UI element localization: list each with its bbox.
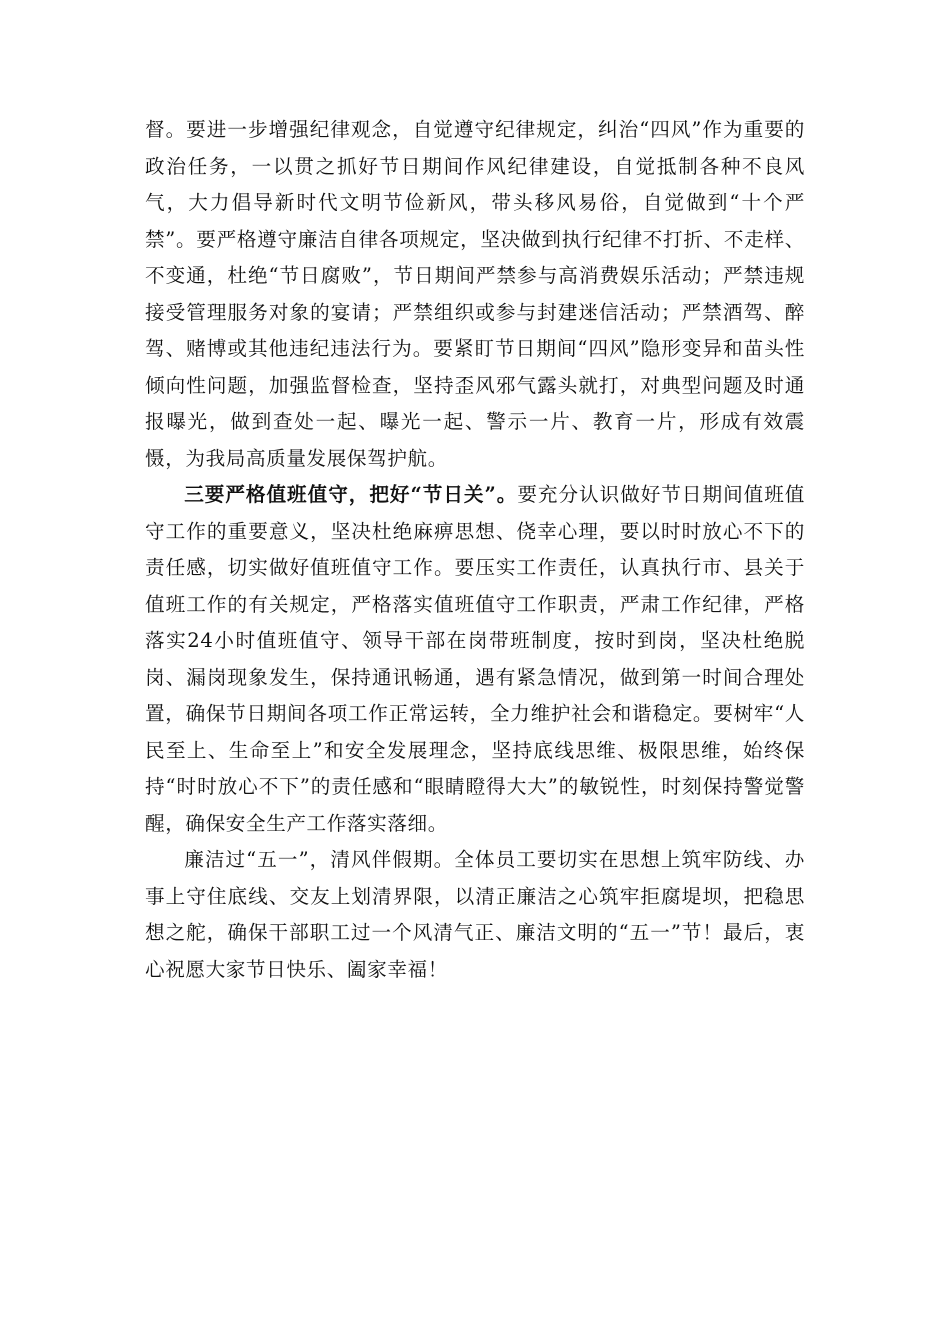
paragraph-text: 廉洁过“五一”，清风伴假期。全体员工要切实在思想上筑牢防线、办事上守住底线、交友上划清界限，以清正廉洁之心筑牢拒腐堤坝，把稳思想之舵，确保干部职工过一个风清气正、廉洁文明的“五一”节！最后，衷心祝愿大家节日快乐、阖家幸福！	[145, 848, 805, 981]
paragraph-heading: 三要严格值班值守，把好“节日关”。	[184, 483, 518, 506]
paragraph-closing	[145, 842, 805, 988]
paragraph-text: 督。要进一步增强纪律观念，自觉遵守纪律规定，纠治“四风”作为重要的政治任务，一以贯之抓好节日期间作风纪律建设，自觉抵制各种不良风气，大力倡导新时代文明节俭新风，带头移风易俗，自觉做到“十个严禁”。要严格遵守廉洁自律各项规定，坚决做到执行纪律不打折、不走样、不变通，杜绝“节日腐败”，节日期间严禁参与高消费娱乐活动；严禁违规接受管理服务对象的宴请；严禁组织或参与封建迷信活动；严禁酒驾、醉驾、赌博或其他违纪违法行为。要紧盯节日期间“四风”隐形变异和苗头性倾向性问题，加强监督检查，坚持歪风邪气露头就打，对典型问题及时通报曝光，做到查处一起、曝光一起、警示一片、教育一片，形成有效震慑，为我局高质量发展保驾护航。	[145, 118, 805, 470]
document-page	[145, 112, 805, 988]
paragraph-discipline	[145, 112, 805, 477]
paragraph-text: 要充分认识做好节日期间值班值守工作的重要意义，坚决杜绝麻痹思想、侥幸心理，要以时时放心不下的责任感，切实做好值班值守工作。要压实工作责任，认真执行市、县关于值班工作的有关规定，严格落实值班值守工作职责，严肃工作纪律，严格落实24小时值班值守、领导干部在岗带班制度，按时到岗，坚决杜绝脱岗、漏岗现象发生，保持通讯畅通，遇有紧急情况，做到第一时间合理处置，确保节日期间各项工作正常运转，全力维护社会和谐稳定。要树牢“人民至上、生命至上”和安全发展理念，坚持底线思维、极限思维，始终保持“时时放心不下”的责任感和“眼睛瞪得大大”的敏锐性，时刻保持警觉警醒，确保安全生产工作落实落细。	[145, 483, 805, 835]
paragraph-duty	[145, 477, 805, 842]
